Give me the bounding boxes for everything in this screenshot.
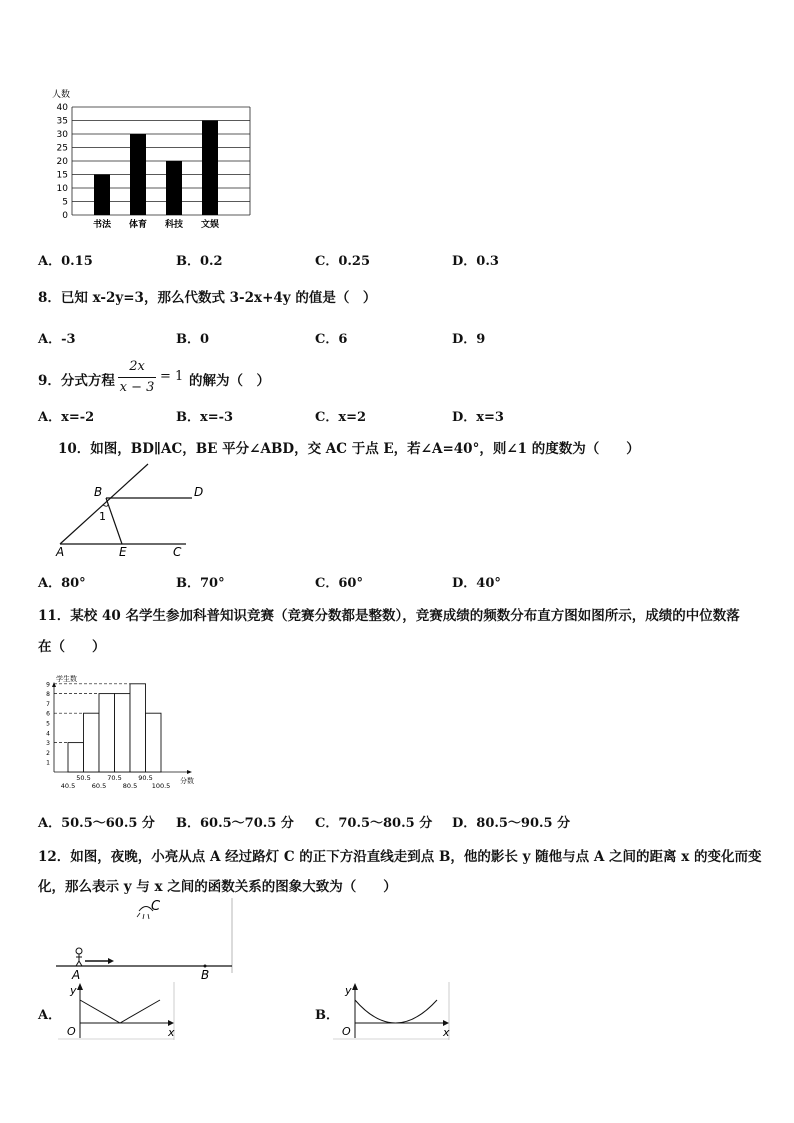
q11-option-a[interactable]: A．50.5～60.5 分	[38, 816, 155, 831]
q12-stem-line1: 12．如图，夜晚，小亮从点 A 经过路灯 C 的正下方沿直线走到点 B，他的影长 y 随他与点 A 之间的距离 x 的变化而变	[38, 849, 762, 865]
graph-a-y: y	[70, 984, 77, 997]
hist-xlabel: 分数	[180, 777, 194, 785]
q10-option-a[interactable]: A．80°	[38, 576, 86, 591]
hist-bin-edge: 60.5	[91, 782, 107, 790]
q10-stem: 10．如图，BD∥AC，BE 平分∠ABD，交 AC 于点 E，若∠A=40°，则∠1 的度数为（ ）	[58, 441, 640, 457]
hist-y-tick: 4	[46, 730, 50, 738]
q8-option-a[interactable]: A．-3	[38, 332, 76, 347]
q9-option-c[interactable]: C．x=2	[315, 410, 367, 425]
hist-bar	[68, 743, 84, 772]
q8-option-d[interactable]: D．9	[452, 332, 486, 347]
label-A: A	[72, 968, 81, 982]
graph-b-x: x	[443, 1026, 450, 1039]
q10-geometry-figure	[40, 462, 210, 562]
y-tick-label: 40	[56, 103, 68, 113]
q9-fraction-bar	[118, 377, 156, 378]
label-C: C	[151, 899, 161, 914]
bar-chart	[40, 85, 270, 230]
hist-y-tick: 6	[46, 710, 50, 718]
q8-option-b[interactable]: B．0	[176, 332, 210, 347]
hist-x-arrow	[187, 770, 192, 774]
label-C: C	[173, 545, 182, 559]
q9-fraction-numerator: 2x	[129, 359, 145, 374]
bar	[94, 175, 110, 216]
q11-histogram	[40, 672, 210, 794]
y-tick-label: 15	[56, 170, 68, 181]
label-A: A	[56, 545, 65, 559]
bar	[130, 134, 146, 215]
q10-option-b[interactable]: B．70°	[176, 576, 225, 591]
y-tick-label: 25	[56, 143, 68, 154]
category-label: 科技	[164, 220, 184, 230]
q12-option-a[interactable]: A．	[38, 1008, 62, 1023]
arrow-icon	[85, 958, 114, 964]
q11-stem-line1: 11．某校 40 名学生参加科普知识竞赛（竞赛分数都是整数），竞赛成绩的频数分布直方图如图所示，成绩的中位数落	[38, 608, 740, 624]
hist-y-tick: 2	[46, 749, 50, 757]
q12-street-figure	[50, 898, 240, 983]
q11-stem-line2: 在（ ）	[38, 639, 106, 655]
bar	[166, 161, 182, 215]
hist-bar	[130, 684, 146, 772]
graph-a-x: x	[168, 1026, 175, 1039]
q12-graph-a[interactable]	[58, 982, 178, 1040]
hist-bin-edge: 100.5	[151, 782, 171, 790]
hist-y-tick: 5	[46, 720, 50, 728]
graph-a-O: O	[67, 1025, 76, 1038]
q12-graph-b[interactable]	[333, 982, 453, 1040]
category-label: 体育	[128, 220, 148, 230]
label-B: B	[201, 968, 210, 982]
q8-stem: 8．已知 x-2y=3，那么代数式 3-2x+4y 的值是（ ）	[38, 290, 377, 306]
label-1: 1	[99, 510, 106, 523]
hist-y-tick: 3	[46, 740, 50, 748]
label-D: D	[194, 485, 204, 499]
hist-ylabel: 学生数	[56, 675, 77, 683]
hist-y-tick: 8	[46, 691, 50, 699]
y-tick-label: 20	[56, 157, 68, 167]
q7-option-a[interactable]: A．0.15	[38, 254, 93, 269]
category-label: 书法	[92, 220, 112, 230]
hist-bin-edge: 90.5	[138, 774, 153, 782]
hist-bin-edge: 50.5	[76, 774, 91, 782]
hist-bar	[99, 694, 115, 772]
category-label: 文娱	[200, 220, 220, 230]
y-tick-label: 5	[62, 197, 68, 208]
label-E: E	[119, 545, 127, 559]
hist-bin-edge: 40.5	[60, 782, 76, 790]
hist-bin-edge: 70.5	[107, 774, 122, 782]
q9-option-d[interactable]: D．x=3	[452, 410, 504, 425]
q7-option-c[interactable]: C．0.25	[315, 254, 371, 269]
hist-bar	[146, 713, 162, 772]
q11-option-b[interactable]: B．60.5～70.5 分	[176, 816, 294, 831]
q11-option-c[interactable]: C．70.5～80.5 分	[315, 816, 433, 831]
y-tick-label: 35	[56, 116, 68, 127]
q7-option-b[interactable]: B．0.2	[176, 254, 223, 269]
q9-stem-post: 的解为（ ）	[189, 373, 270, 389]
chart-ylabel: 人数	[52, 90, 71, 100]
q10-option-d[interactable]: D．40°	[452, 576, 501, 591]
q9-fraction-denominator: x − 3	[119, 380, 155, 395]
q8-option-c[interactable]: C．6	[315, 332, 348, 347]
graph-b-O: O	[342, 1025, 351, 1038]
q9-stem-pre: 9．分式方程	[38, 373, 115, 389]
q9-option-b[interactable]: B．x=-3	[176, 410, 234, 425]
bar	[202, 121, 218, 216]
hist-bar	[115, 694, 131, 772]
q9-option-a[interactable]: A．x=-2	[38, 410, 95, 425]
q7-option-d[interactable]: D．0.3	[452, 254, 499, 269]
y-tick-label: 0	[62, 211, 68, 221]
q12-stem-line2: 化，那么表示 y 与 x 之间的函数关系的图象大致为（ ）	[38, 879, 397, 895]
q10-option-c[interactable]: C．60°	[315, 576, 363, 591]
hist-y-tick: 7	[46, 700, 50, 708]
y-tick-label: 10	[56, 184, 68, 194]
q11-option-d[interactable]: D．80.5～90.5 分	[452, 816, 571, 831]
graph-b-y: y	[345, 984, 352, 997]
label-B: B	[94, 485, 103, 499]
q12-option-b[interactable]: B．	[315, 1008, 339, 1023]
hist-bar	[84, 713, 100, 772]
hist-y-tick: 1	[46, 759, 50, 767]
hist-y-tick: 9	[46, 681, 50, 689]
y-tick-label: 30	[56, 130, 68, 140]
hist-bin-edge: 80.5	[122, 782, 138, 790]
person-icon	[76, 948, 82, 966]
q9-equals: = 1	[160, 369, 184, 384]
